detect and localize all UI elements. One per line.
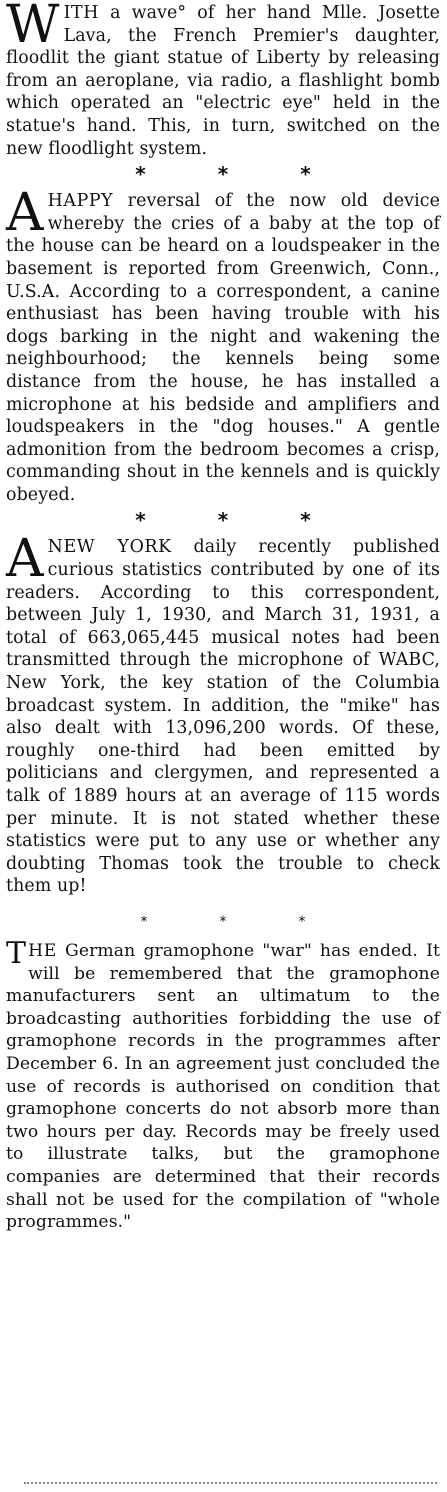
asterisk: * [300, 508, 311, 533]
asterisk: * [300, 162, 311, 187]
article-body: daily recently published curious statistics contributed by one of its readers. According to this correspondent, between July 1, 1930, and March 31, 1931, a total of 663,065,445 musical notes had been transmitted through the microphone of WABC, New York, the key station of the Columbia broadcast system. In addition, the "mike" has also dealt with 13,096,200 words. Of these, roughly one-third had been emitted by politicians and clergymen, and represented a talk of 1889 hours at an average of 115 words per minute. It is not stated whether these statistics were put to any use or whether any doubting Thomas took the trouble to check them up! [6, 537, 440, 897]
drop-cap: T [6, 935, 27, 971]
drop-cap: A [6, 529, 44, 590]
news-column [6, 2, 440, 1234]
asterisk: * [135, 162, 146, 187]
article-body: German gramophone "war" has ended. It will be remembered that the gramophone manufacturers sent an ultimatum to the broadcasting authorities forbidding the use of gramophone records in the programmes after December 6. In an agreement just concluded the use of records is authorised on condition that gramophone concerts do not absorb more than two hours per day. Records may be freely used to illustrate talks, but the gramophone companies are determined that their records shall not be used for the compilation of "whole programmes." [6, 940, 440, 1233]
article-liberty-floodlight [6, 2, 440, 160]
asterisk: * [217, 508, 229, 533]
article-gramophone-war [6, 935, 440, 1234]
article-wabc-statistics [6, 529, 440, 898]
section-separator [6, 508, 440, 533]
lead-word: ITH [63, 3, 99, 23]
article-dog-kennels [6, 183, 440, 506]
drop-cap: W [6, 0, 60, 55]
asterisk: * [298, 913, 306, 930]
section-separator [6, 912, 440, 932]
lead-word: HE [28, 940, 57, 961]
article-body: a wave° of her hand Mlle. Josette Lava, the French Premier's daughter, floodlit the giant statue of Liberty by releasing from an aeroplane, via radio, a flashlight bomb which operated an "electric eye" held in the statue's hand. This, in turn, switched on the new floodlight system. [6, 3, 440, 159]
section-separator [6, 162, 440, 187]
asterisk: * [219, 913, 227, 930]
article-body: reversal of the now old device whereby the cries of a baby at the top of the house can be heard on a loudspeaker in the basement is reported from Greenwich, Conn., U.S.A. According to a correspondent, a canine enthusiast has been having trouble with his dogs barking in the night and wakening the neighbourhood; the kennels being some distance from the house, he has installed a microphone at his bedside and amplifiers and loudspeakers in the "dog houses." A gentle admonition from the bedroom becomes a crisp, commanding shout in the kennels and is quickly obeyed. [6, 191, 440, 505]
lead-word: NEW YORK [47, 537, 172, 558]
lead-word: HAPPY [47, 191, 114, 212]
asterisk: * [217, 162, 229, 187]
bottom-dotted-rule [24, 1482, 437, 1484]
drop-cap: A [6, 183, 44, 244]
asterisk: * [140, 913, 148, 930]
asterisk: * [135, 508, 146, 533]
